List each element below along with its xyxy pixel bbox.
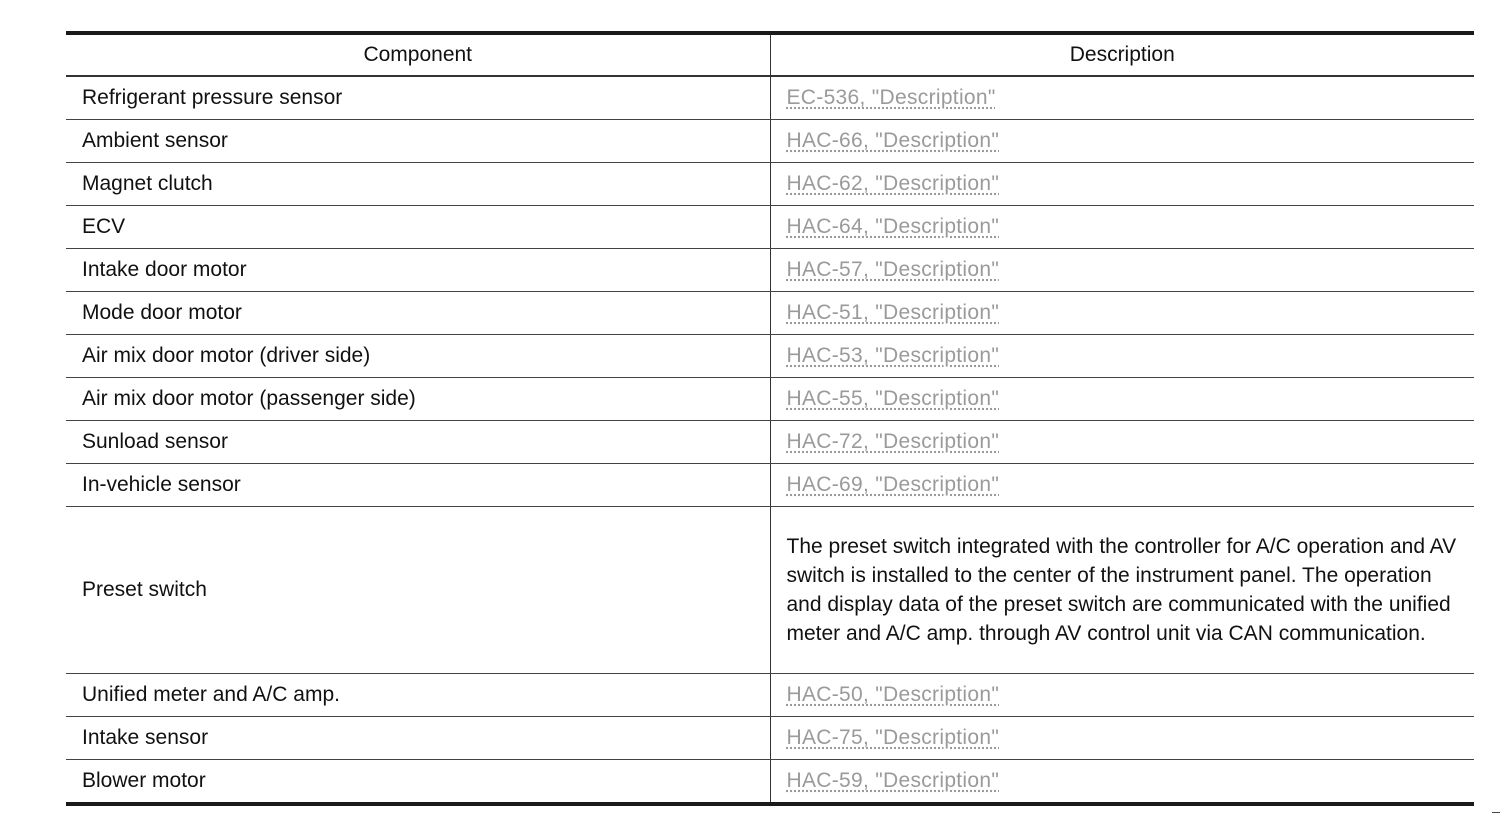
description-link[interactable]: HAC-50, "Description" [786, 683, 1000, 706]
component-cell: Blower motor [66, 760, 770, 805]
table-row [66, 760, 1474, 805]
table-row [66, 292, 1474, 335]
description-cell [770, 717, 1474, 760]
component-cell: Magnet clutch [66, 163, 770, 206]
description-link[interactable]: EC-536, "Description" [786, 86, 996, 109]
description-link[interactable]: HAC-51, "Description" [786, 301, 1000, 324]
component-cell: Refrigerant pressure sensor [66, 76, 770, 120]
description-link[interactable]: HAC-64, "Description" [786, 215, 1000, 238]
page-edge-mark [1492, 812, 1500, 813]
description-link[interactable]: HAC-53, "Description" [786, 344, 1000, 367]
component-description-table-wrap [66, 31, 1474, 806]
description-cell [770, 163, 1474, 206]
description-link[interactable]: HAC-72, "Description" [786, 430, 1000, 453]
table-row [66, 717, 1474, 760]
description-link[interactable]: HAC-75, "Description" [786, 726, 1000, 749]
component-cell: Air mix door motor (driver side) [66, 335, 770, 378]
table-row [66, 76, 1474, 120]
component-cell: Ambient sensor [66, 120, 770, 163]
description-text: The preset switch integrated with the controller for A/C operation and AV switch is installed to the center of the instrument panel. The operation and display data of the preset switch are communicated with the unified meter and A/C amp. through AV control unit via CAN communication. [770, 507, 1474, 674]
description-cell [770, 335, 1474, 378]
column-header-description: Description [770, 33, 1474, 76]
table-row [66, 674, 1474, 717]
component-cell: Intake door motor [66, 249, 770, 292]
component-cell: Sunload sensor [66, 421, 770, 464]
component-description-table [66, 31, 1474, 806]
description-cell [770, 674, 1474, 717]
description-link[interactable]: HAC-69, "Description" [786, 473, 1000, 496]
table-header-row [66, 33, 1474, 76]
table-row [66, 421, 1474, 464]
description-cell [770, 206, 1474, 249]
column-header-component: Component [66, 33, 770, 76]
table-row [66, 206, 1474, 249]
table-row [66, 163, 1474, 206]
description-cell [770, 76, 1474, 120]
component-cell: Mode door motor [66, 292, 770, 335]
description-link[interactable]: HAC-57, "Description" [786, 258, 1000, 281]
description-cell [770, 464, 1474, 507]
table-row [66, 335, 1474, 378]
component-cell: Intake sensor [66, 717, 770, 760]
component-cell: ECV [66, 206, 770, 249]
description-cell [770, 760, 1474, 805]
table-row [66, 507, 1474, 674]
table-row [66, 120, 1474, 163]
description-cell [770, 249, 1474, 292]
table-row [66, 378, 1474, 421]
description-link[interactable]: HAC-62, "Description" [786, 172, 1000, 195]
component-cell: Preset switch [66, 507, 770, 674]
table-row [66, 249, 1474, 292]
component-cell: Air mix door motor (passenger side) [66, 378, 770, 421]
description-cell [770, 292, 1474, 335]
component-cell: Unified meter and A/C amp. [66, 674, 770, 717]
description-link[interactable]: HAC-59, "Description" [786, 769, 1000, 792]
component-cell: In-vehicle sensor [66, 464, 770, 507]
description-cell [770, 378, 1474, 421]
table-row [66, 464, 1474, 507]
description-link[interactable]: HAC-66, "Description" [786, 129, 1000, 152]
description-cell [770, 421, 1474, 464]
description-cell [770, 120, 1474, 163]
description-link[interactable]: HAC-55, "Description" [786, 387, 1000, 410]
